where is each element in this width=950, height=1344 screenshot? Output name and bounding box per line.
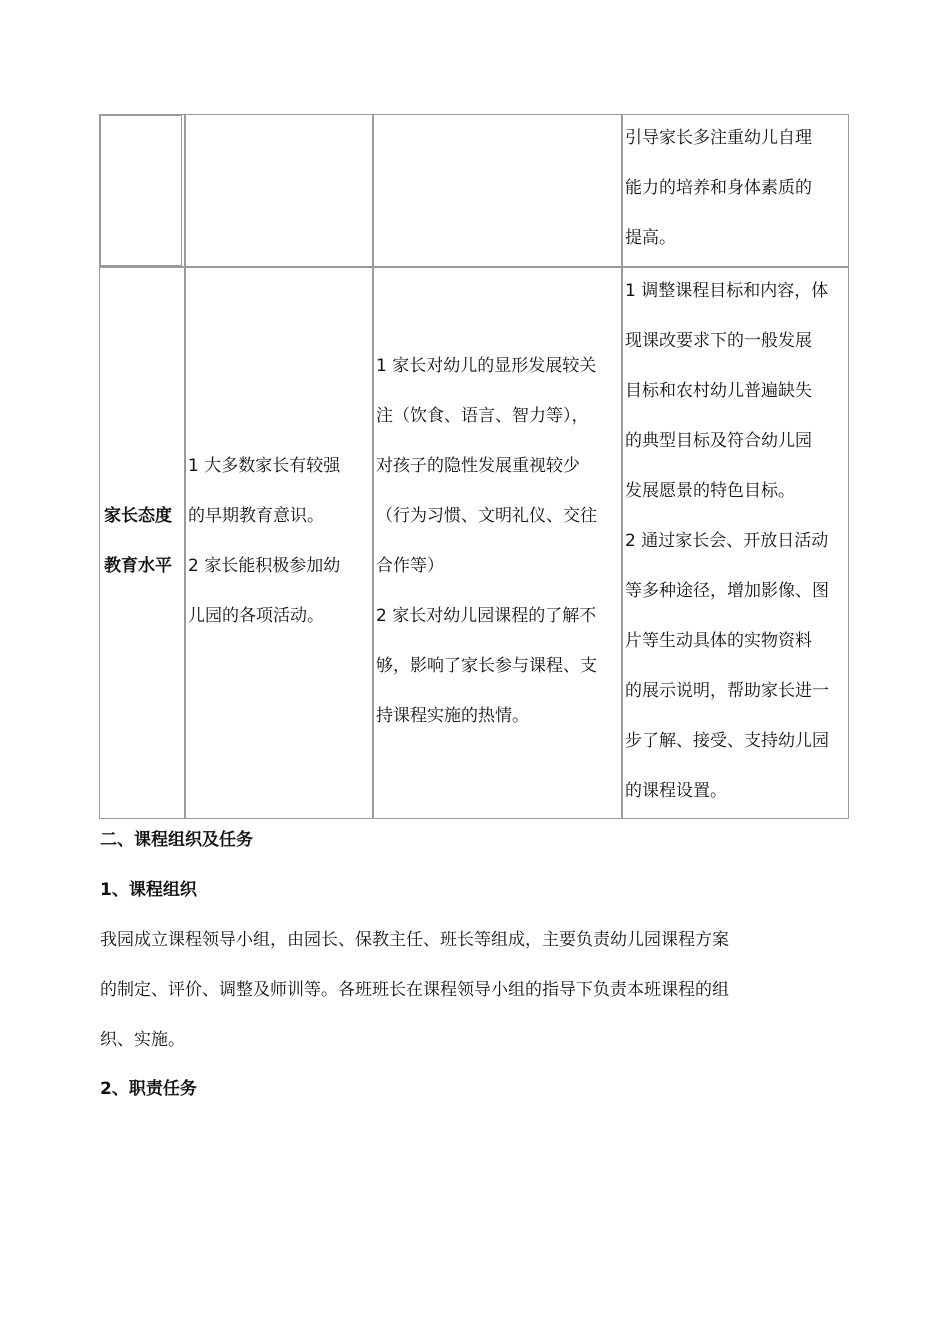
cell-line: 的早期教育意识。 — [188, 506, 324, 526]
cell-line: 发展愿景的特色目标。 — [625, 481, 795, 501]
paragraph-line: 的制定、评价、调整及师训等。各班班长在课程领导小组的指导下负责本班课程的组 — [100, 980, 729, 1000]
cell-line: 合作等） — [376, 556, 444, 576]
cell-line: 步了解、接受、支持幼儿园 — [625, 731, 829, 751]
cell-line: 儿园的各项活动。 — [188, 606, 324, 626]
cell-line: 1 家长对幼儿的显形发展较关 — [376, 356, 597, 376]
table-cell-r1c3 — [373, 114, 622, 267]
cell-line: 引导家长多注重幼儿自理 — [625, 128, 812, 148]
table-cell-r2c4 — [622, 267, 849, 819]
section-heading: 二、课程组织及任务 — [100, 830, 253, 850]
paragraph-line: 我园成立课程领导小组，由园长、保教主任、班长等组成，主要负责幼儿园课程方案 — [100, 930, 729, 950]
subsection-heading: 2、职责任务 — [100, 1079, 197, 1099]
paragraph-line: 织、实施。 — [100, 1030, 185, 1050]
cell-line: 对孩子的隐性发展重视较少 — [376, 456, 580, 476]
table-cell-r1c4 — [622, 114, 849, 267]
cell-line: （行为习惯、文明礼仪、交往 — [376, 506, 597, 526]
table-cell-r1c1 — [99, 114, 185, 267]
cell-line: 2 家长对幼儿园课程的了解不 — [376, 606, 597, 626]
cell-line: 的典型目标及符合幼儿园 — [625, 431, 812, 451]
cell-line: 2 家长能积极参加幼 — [188, 556, 341, 576]
cell-line: 目标和农村幼儿普遍缺失 — [625, 381, 812, 401]
subsection-heading: 1、课程组织 — [100, 880, 197, 900]
cell-line: 注（饮食、语言、智力等）， — [376, 406, 589, 426]
cell-line: 持课程实施的热情。 — [376, 706, 529, 726]
cell-line: 1 大多数家长有较强 — [188, 456, 341, 476]
curriculum-table — [99, 114, 849, 819]
row-header-line: 教育水平 — [104, 556, 172, 576]
table-cell-r2c1 — [99, 267, 185, 819]
cell-line: 1 调整课程目标和内容，体 — [625, 281, 829, 301]
cell-line: 的课程设置。 — [625, 781, 727, 801]
cell-line: 等多种途径，增加影像、图 — [625, 581, 829, 601]
cell-line: 的展示说明，帮助家长进一 — [625, 681, 829, 701]
cell-line: 能力的培养和身体素质的 — [625, 178, 812, 198]
table-cell-r2c3 — [373, 267, 622, 819]
cell-line: 提高。 — [625, 228, 676, 248]
cell-line: 片等生动具体的实物资料 — [625, 631, 812, 651]
cell-line: 现课改要求下的一般发展 — [625, 331, 812, 351]
cell-line: 够，影响了家长参与课程、支 — [376, 656, 597, 676]
table-cell-r1c2 — [185, 114, 373, 267]
cell-line: 2 通过家长会、开放日活动 — [625, 531, 829, 551]
row-header-line: 家长态度 — [104, 506, 172, 526]
table-cell-r2c2 — [185, 267, 373, 819]
